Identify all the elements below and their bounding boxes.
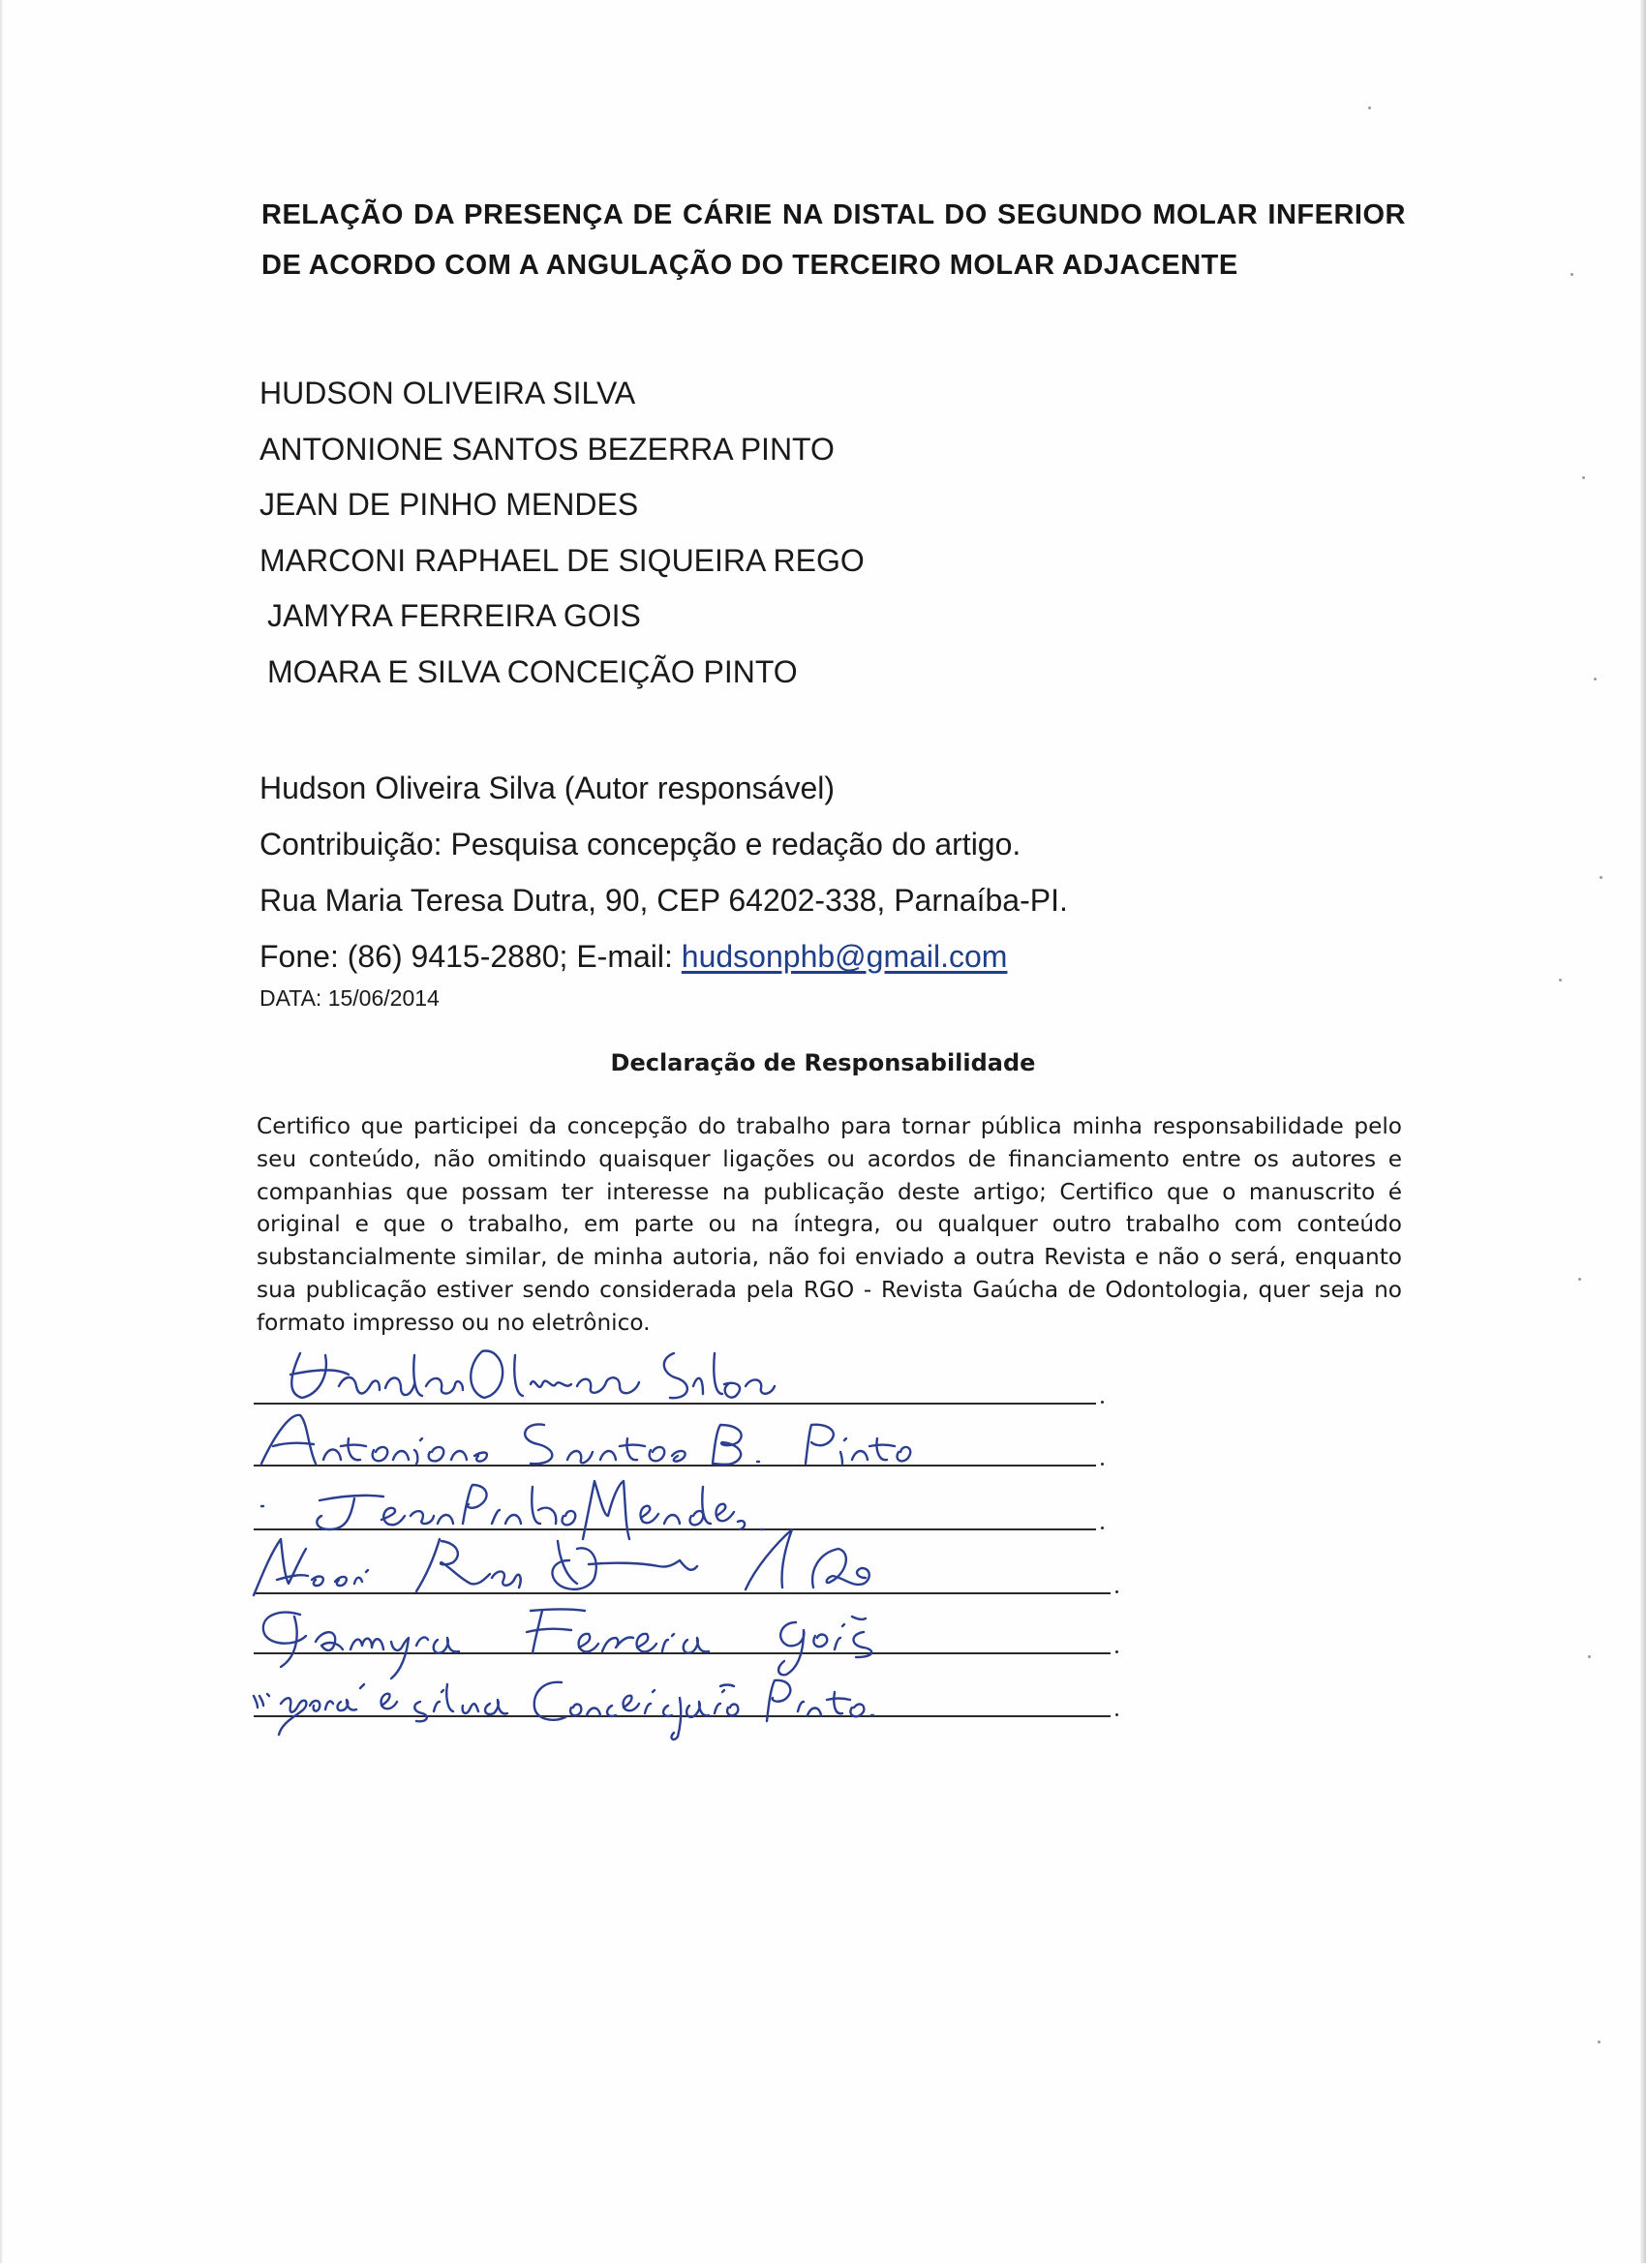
signature-antonione	[261, 1415, 910, 1465]
signature-moara	[254, 1680, 873, 1739]
signature-line	[254, 1528, 1096, 1530]
scan-speck	[1578, 1278, 1581, 1281]
responsible-author: Hudson Oliveira Silva (Autor responsável)	[259, 771, 836, 805]
declaration-body: Certifico que participei da concepção do trabalho para tornar pública minha responsabilidade pelo seu conteúdo, não omitindo quaisquer ligações ou acordos de financiamento entre os autores e companhias que possam ter interesse na publicação deste artigo; Certifico que o manuscrito é original e que o trabalho, em parte ou na íntegra, ou qualquer outro trabalho com conteúdo substancialmente similar, de minha autoria, não foi enviado a outra Revista e não o será, enquanto sua publicação estiver sendo considerada pela RGO - Revista Gaúcha de Odontologia, quer seja no formato impresso ou no eletrônico.	[257, 1113, 1402, 1336]
signature-line	[254, 1465, 1096, 1467]
signature-line-end-dot	[1101, 1401, 1104, 1404]
phone-email-line	[259, 928, 1068, 984]
signature-line	[254, 1652, 1111, 1654]
document-title: RELAÇÃO DA PRESENÇA DE CÁRIE NA DISTAL DO SEGUNDO MOLAR INFERIOR DE ACORDO COM A ANGULAÇÃO DO TERCEIRO MOLAR ADJACENTE	[261, 199, 1406, 281]
scan-speck	[1559, 979, 1562, 982]
phone-text: Fone: (86) 9415-2880; E-mail:	[259, 939, 682, 974]
signature-line-end-dot	[1101, 1463, 1104, 1466]
author-name: MARCONI RAPHAEL DE SIQUEIRA REGO	[259, 542, 865, 578]
signature-line-end-dot	[1115, 1713, 1118, 1716]
signature-hudson	[290, 1351, 775, 1399]
signature-jamyra	[263, 1610, 871, 1679]
contribution-line: Contribuição: Pesquisa concepção e redação do artigo.	[259, 827, 1021, 862]
signature-line-end-dot	[1115, 1590, 1118, 1593]
scan-speck	[1582, 476, 1585, 479]
signature-line-end-dot	[1115, 1650, 1118, 1653]
author-name: JAMYRA FERREIRA GOIS	[267, 598, 641, 633]
scan-speck	[1570, 273, 1573, 276]
author-name: ANTONIONE SANTOS BEZERRA PINTO	[259, 431, 835, 467]
email-link[interactable]: hudsonphb@gmail.com	[681, 939, 1008, 974]
author-name: HUDSON OLIVEIRA SILVA	[259, 376, 636, 410]
signature-line-end-dot	[1101, 1527, 1104, 1529]
signature-jean	[261, 1481, 763, 1539]
signature-marconi	[254, 1529, 869, 1595]
scan-edge-left	[0, 0, 3, 2263]
scan-speck	[1598, 2041, 1600, 2043]
scan-speck	[1600, 876, 1602, 879]
scan-speck	[1368, 106, 1371, 109]
author-name: MOARA E SILVA CONCEIÇÃO PINTO	[267, 653, 798, 689]
contact-block	[259, 760, 1068, 984]
scan-edge-right	[1640, 0, 1646, 2263]
declaration-heading: Declaração de Responsabilidade	[610, 1049, 1036, 1076]
author-list	[259, 366, 865, 700]
signature-line	[254, 1403, 1096, 1405]
date-line: DATA: 15/06/2014	[259, 985, 440, 1011]
scan-speck	[1594, 678, 1597, 680]
scan-speck	[1588, 1655, 1591, 1658]
signature-line	[254, 1715, 1111, 1717]
author-name: JEAN DE PINHO MENDES	[259, 487, 639, 522]
address-line: Rua Maria Teresa Dutra, 90, CEP 64202-338, Parnaíba-PI.	[259, 883, 1068, 918]
signature-line	[254, 1592, 1111, 1594]
